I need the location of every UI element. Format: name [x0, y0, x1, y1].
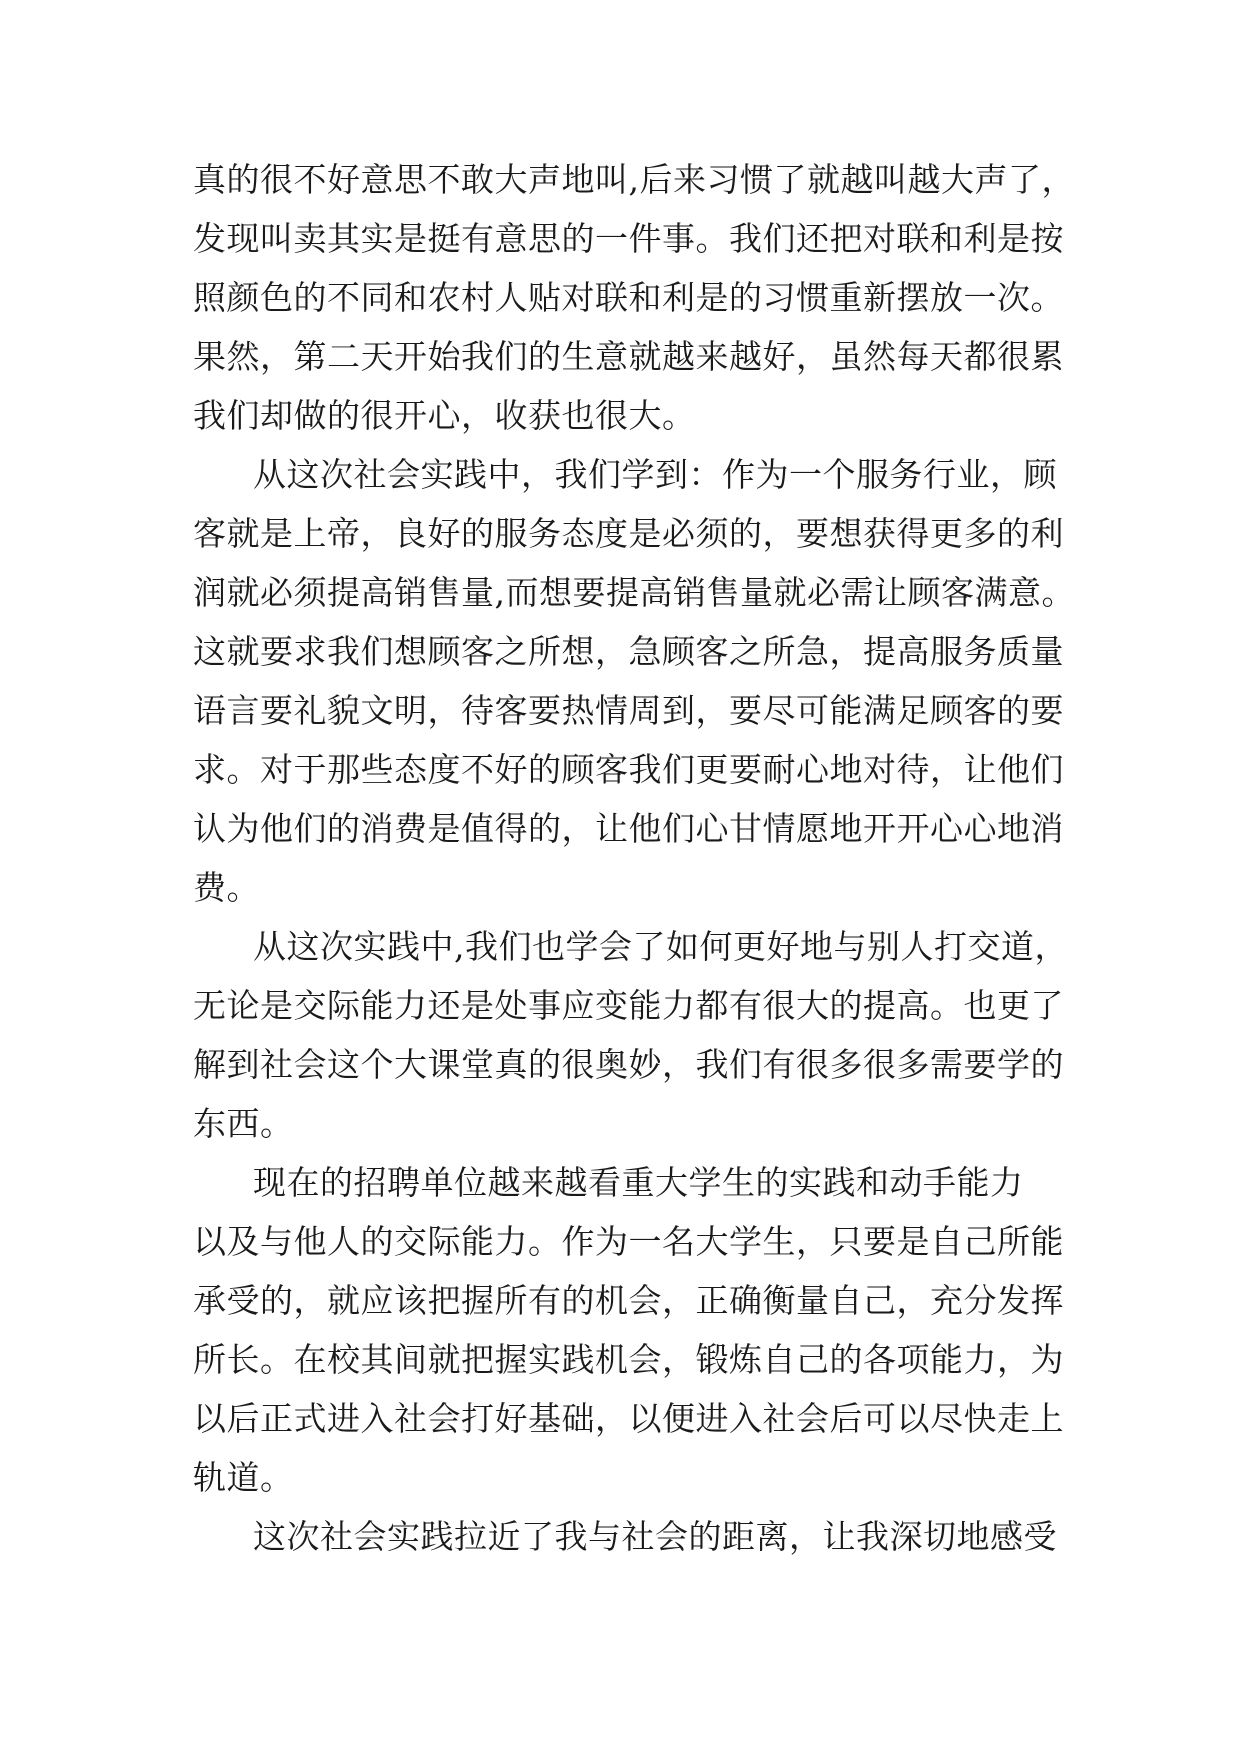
- text-line: 认为他们的消费是值得的，让他们心甘情愿地开开心心地消: [193, 809, 1064, 848]
- text-line: 发现叫卖其实是挺有意思的一件事。我们还把对联和利是按: [193, 219, 1064, 258]
- text-line: 语言要礼貌文明，待客要热情周到，要尽可能满足顾客的要: [193, 691, 1064, 730]
- document-body: [193, 150, 1093, 1566]
- text-line: 以及与他人的交际能力。作为一名大学生，只要是自己所能: [193, 1222, 1064, 1261]
- text-line: 所长。在校其间就把握实践机会，锻炼自己的各项能力，为: [193, 1340, 1064, 1379]
- text-line: 以后正式进入社会打好基础，以便进入社会后可以尽快走上: [193, 1399, 1064, 1438]
- text-line: 客就是上帝，良好的服务态度是必须的，要想获得更多的利: [193, 514, 1064, 553]
- text-line: 东西。: [193, 1104, 294, 1143]
- paragraph-start-line: 从这次实践中,我们也学会了如何更好地与别人打交道，: [253, 927, 1068, 966]
- text-line: 润就必须提高销售量,而想要提高销售量就必需让顾客满意。: [193, 573, 1075, 612]
- paragraph-start-line: 这次社会实践拉近了我与社会的距离，让我深切地感受: [253, 1517, 1057, 1556]
- text-line: 费。: [193, 868, 260, 907]
- text-line: 无论是交际能力还是处事应变能力都有很大的提高。也更了: [193, 986, 1064, 1025]
- text-line: 真的很不好意思不敢大声地叫,后来习惯了就越叫越大声了，: [193, 160, 1075, 199]
- text-line: 我们却做的很开心，收获也很大。: [193, 396, 696, 435]
- paragraph-start-line: 现在的招聘单位越来越看重大学生的实践和动手能力: [253, 1163, 1024, 1202]
- text-line: 解到社会这个大课堂真的很奥妙，我们有很多很多需要学的: [193, 1045, 1064, 1084]
- text-line: 果然，第二天开始我们的生意就越来越好，虽然每天都很累: [193, 337, 1064, 376]
- text-line: 轨道。: [193, 1458, 294, 1497]
- text-line: 承受的，就应该把握所有的机会，正确衡量自己，充分发挥: [193, 1281, 1064, 1320]
- paragraph-start-line: 从这次社会实践中，我们学到：作为一个服务行业，顾: [253, 455, 1057, 494]
- text-line: 这就要求我们想顾客之所想，急顾客之所急，提高服务质量: [193, 632, 1064, 671]
- text-line: 照颜色的不同和农村人贴对联和利是的习惯重新摆放一次。: [193, 278, 1064, 317]
- text-line: 求。对于那些态度不好的顾客我们更要耐心地对待，让他们: [193, 750, 1064, 789]
